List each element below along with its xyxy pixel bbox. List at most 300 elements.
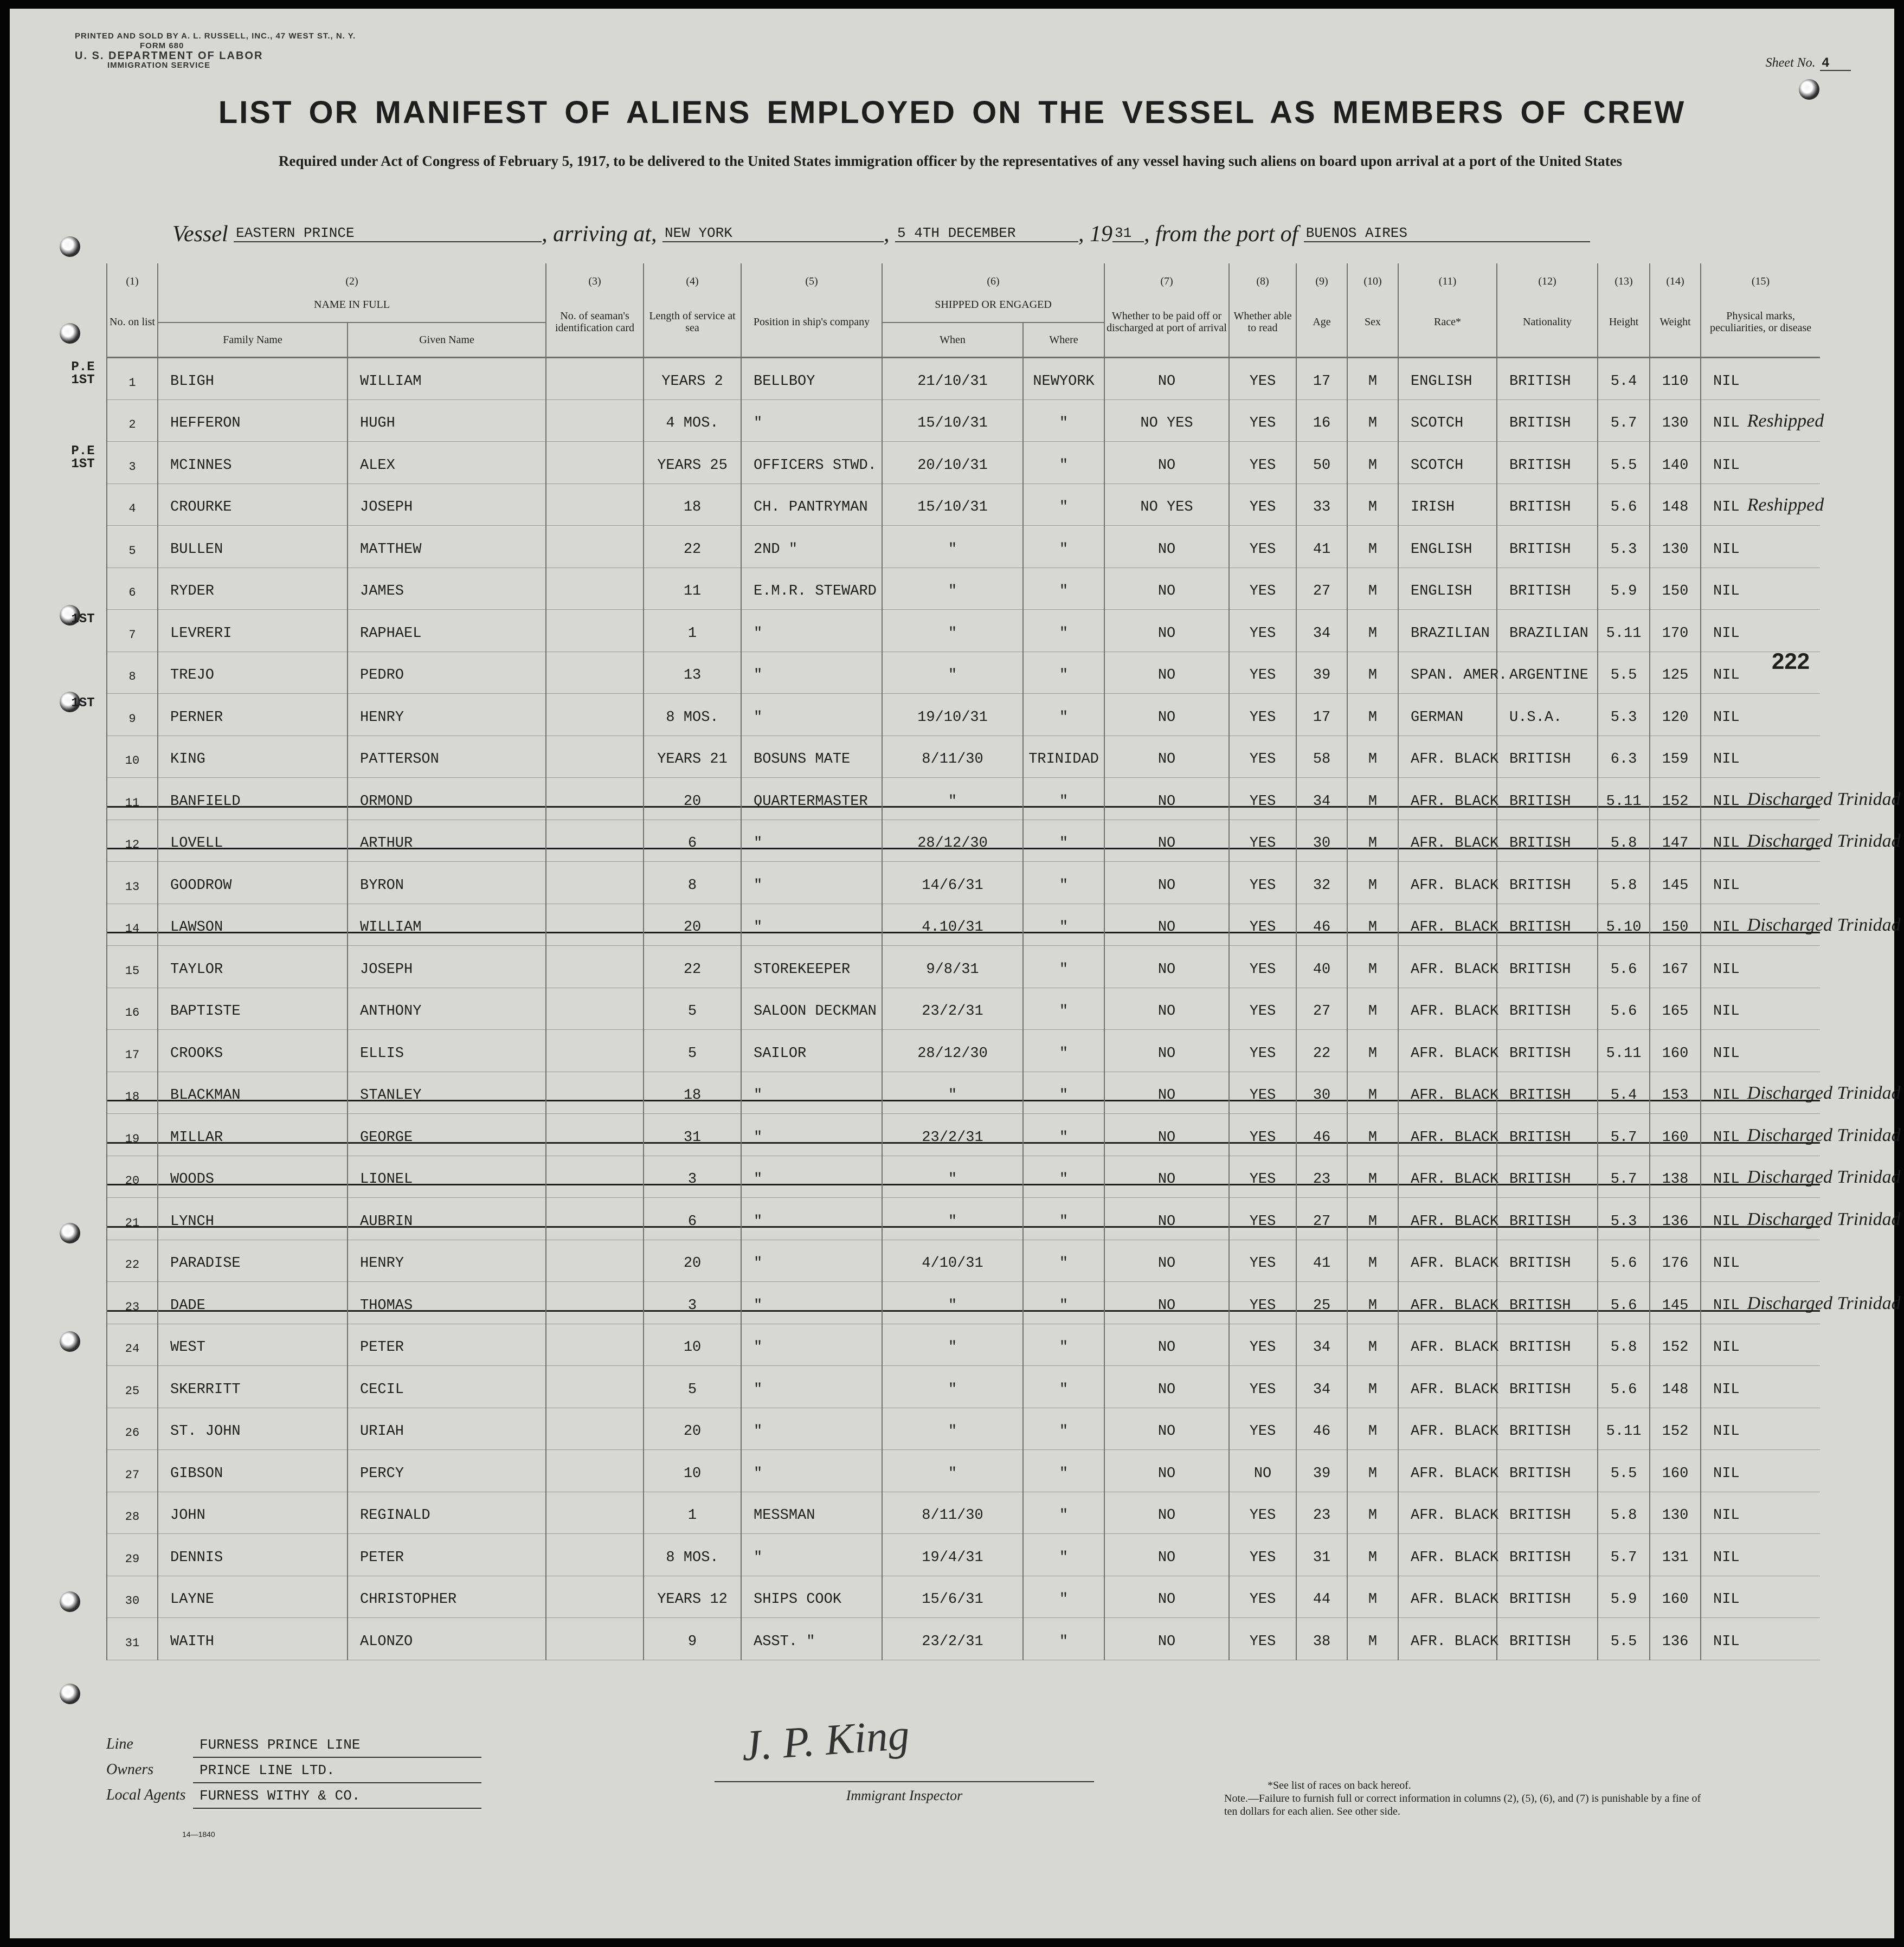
id-card-check [546,1114,644,1156]
height: 5.11 [1598,610,1650,652]
department: U. S. DEPARTMENT OF LABOR [75,50,263,62]
paid-off: NO [1104,862,1229,904]
age: 32 [1296,862,1347,904]
paid-off: NO [1104,1072,1229,1114]
marks-value: NIL [1713,919,1740,936]
shipped-where: " [1023,526,1104,568]
row-number: 25 [107,1366,158,1408]
paid-off: NO [1104,652,1229,694]
agents-value: FURNESS WITHY & CO. [193,1784,481,1809]
weight: 120 [1650,694,1701,736]
id-card-check [546,1576,644,1618]
position: " [741,399,882,442]
age: 30 [1296,1072,1347,1114]
given-name: PETER [348,1324,546,1366]
crew-row [107,1408,1820,1450]
race: AFR. BLACK [1398,904,1497,946]
family-name: PARADISE [158,1240,348,1282]
shipped-where: NEWYORK [1023,358,1104,400]
position: STOREKEEPER [741,946,882,988]
position: OFFICERS STWD. [741,442,882,484]
race: AFR. BLACK [1398,1240,1497,1282]
given-name: AUBRIN [348,1198,546,1240]
nationality: BRITISH [1497,399,1598,442]
paid-off: NO YES [1104,483,1229,526]
marks-value: NIL [1713,1087,1740,1104]
form-code: 14—1840 [182,1830,215,1839]
row-number: 11 [107,778,158,820]
marks-value: NIL [1713,1129,1740,1146]
handwritten-note: Discharged Trinidad [1747,1167,1901,1187]
length-of-service: 20 [644,1408,741,1450]
length-of-service: 13 [644,652,741,694]
given-name: GEORGE [348,1114,546,1156]
handwritten-note: Discharged Trinidad [1747,831,1901,851]
family-name: BULLEN [158,526,348,568]
age: 33 [1296,483,1347,526]
marks-value: NIL [1713,373,1740,390]
id-card-check [546,483,644,526]
header-nationality: Nationality [1497,287,1598,358]
shipped-when: " [882,1198,1023,1240]
margin-annotation: 1ST [71,612,95,627]
length-of-service: 18 [644,483,741,526]
physical-marks [1701,526,1820,568]
age: 17 [1296,694,1347,736]
race: AFR. BLACK [1398,946,1497,988]
nationality: BRITISH [1497,483,1598,526]
able-to-read: NO [1229,1450,1296,1492]
height: 5.7 [1598,399,1650,442]
sex: M [1347,1366,1398,1408]
age: 23 [1296,1492,1347,1534]
arrival-date: 5 4TH DECEMBER [895,225,1078,242]
length-of-service: 3 [644,1282,741,1324]
length-of-service: 5 [644,1366,741,1408]
marks-value: NIL [1713,667,1740,684]
weight: 152 [1650,1408,1701,1450]
inspector-label: Immigrant Inspector [715,1781,1094,1804]
sheet-number-field [1766,55,1851,70]
marks-value: NIL [1713,499,1740,515]
position: " [741,1450,882,1492]
shipped-when: 23/2/31 [882,1114,1023,1156]
paid-off: NO [1104,946,1229,988]
weight: 138 [1650,1156,1701,1198]
able-to-read: YES [1229,946,1296,988]
weight: 147 [1650,820,1701,862]
family-name: LAWSON [158,904,348,946]
id-card-check [546,1408,644,1450]
marks-value: NIL [1713,1255,1740,1272]
family-name: LYNCH [158,1198,348,1240]
crew-row [107,526,1820,568]
height: 5.6 [1598,988,1650,1030]
header-sex: Sex [1347,287,1398,358]
given-name: HUGH [348,399,546,442]
col-num-11: (11) [1398,263,1497,287]
height: 5.3 [1598,1198,1650,1240]
weight: 160 [1650,1576,1701,1618]
punch-hole [60,323,80,344]
physical-marks [1701,1030,1820,1072]
nationality: BRITISH [1497,988,1598,1030]
col-num-13: (13) [1598,263,1650,287]
sex: M [1347,483,1398,526]
id-card-check [546,1324,644,1366]
physical-marks [1701,820,1901,862]
id-card-check [546,820,644,862]
nationality: BRITISH [1497,1198,1598,1240]
physical-marks [1701,399,1824,442]
shipped-where: " [1023,652,1104,694]
shipped-when: " [882,778,1023,820]
id-card-check [546,904,644,946]
shipped-where: " [1023,399,1104,442]
col-num-1: (1) [107,263,158,287]
weight: 125 [1650,652,1701,694]
shipped-where: " [1023,610,1104,652]
header-when: When [882,323,1023,358]
weight: 130 [1650,1492,1701,1534]
nationality: BRITISH [1497,1072,1598,1114]
able-to-read: YES [1229,442,1296,484]
shipped-where: " [1023,1240,1104,1282]
shipped-when: 21/10/31 [882,358,1023,400]
physical-marks [1701,1240,1820,1282]
physical-marks [1701,1618,1820,1660]
owners-value: PRINCE LINE LTD. [193,1758,481,1783]
crew-row [107,778,1820,820]
row-number: 5 [107,526,158,568]
physical-marks [1701,1156,1901,1198]
vessel-label: Vessel [172,222,228,247]
shipped-when: 14/6/31 [882,862,1023,904]
nationality: BRITISH [1497,1030,1598,1072]
given-name: URIAH [348,1408,546,1450]
family-name: SKERRITT [158,1366,348,1408]
vessel-name: EASTERN PRINCE [234,225,542,242]
shipped-when: " [882,1408,1023,1450]
paid-off: NO [1104,568,1229,610]
race: BRAZILIAN [1398,610,1497,652]
from-port: BUENOS AIRES [1304,225,1590,242]
crew-row [107,1198,1820,1240]
family-name: LOVELL [158,820,348,862]
marks-value: NIL [1713,793,1740,810]
shipped-when: 20/10/31 [882,442,1023,484]
weight: 148 [1650,1366,1701,1408]
row-number: 3 [107,442,158,484]
inspector-signature: J. P. King [740,1711,911,1770]
nationality: BRITISH [1497,1576,1598,1618]
header-id-card: No. of seaman's identification card [546,287,644,358]
id-card-check [546,652,644,694]
arrival-year: 31 [1112,225,1144,242]
age: 50 [1296,442,1347,484]
header-race: Race* [1398,287,1497,358]
crew-row [107,568,1820,610]
col-num-10: (10) [1347,263,1398,287]
punch-hole [60,1331,80,1352]
position: " [741,1282,882,1324]
given-name: ELLIS [348,1030,546,1072]
arriving-label: , arriving at, [542,222,657,247]
position: " [741,862,882,904]
punch-hole [60,1591,80,1612]
length-of-service: 20 [644,904,741,946]
shipped-when: 23/2/31 [882,988,1023,1030]
position: BOSUNS MATE [741,736,882,778]
family-name: WEST [158,1324,348,1366]
weight: 152 [1650,778,1701,820]
marks-value: NIL [1713,583,1740,599]
crew-row [107,652,1820,694]
position: MESSMAN [741,1492,882,1534]
physical-marks [1701,1072,1901,1114]
row-number: 13 [107,862,158,904]
id-card-check [546,1534,644,1576]
physical-marks [1701,1450,1820,1492]
given-name: CHRISTOPHER [348,1576,546,1618]
age: 39 [1296,1450,1347,1492]
family-name: BANFIELD [158,778,348,820]
shipped-when: 15/10/31 [882,399,1023,442]
family-name: HEFFERON [158,399,348,442]
family-name: JOHN [158,1492,348,1534]
race: AFR. BLACK [1398,778,1497,820]
shipped-where: " [1023,1618,1104,1660]
id-card-check [546,1156,644,1198]
weight: 165 [1650,988,1701,1030]
sex: M [1347,1576,1398,1618]
marks-value: NIL [1713,1381,1740,1398]
height: 5.9 [1598,1576,1650,1618]
id-card-check [546,1450,644,1492]
row-number: 26 [107,1408,158,1450]
shipped-when: 8/11/30 [882,1492,1023,1534]
marks-value: NIL [1713,961,1740,978]
length-of-service: 20 [644,778,741,820]
manifest-sheet [10,9,1901,1938]
paid-off: NO [1104,1576,1229,1618]
given-name: THOMAS [348,1282,546,1324]
able-to-read: YES [1229,862,1296,904]
weight: 131 [1650,1534,1701,1576]
crew-row [107,1366,1820,1408]
nationality: BRITISH [1497,1324,1598,1366]
position: SALOON DECKMAN [741,988,882,1030]
sex: M [1347,1072,1398,1114]
length-of-service: 1 [644,1492,741,1534]
race: AFR. BLACK [1398,1198,1497,1240]
row-number: 23 [107,1282,158,1324]
able-to-read: YES [1229,1324,1296,1366]
family-name: BAPTISTE [158,988,348,1030]
length-of-service: 5 [644,1030,741,1072]
shipped-where: " [1023,1576,1104,1618]
family-name: TREJO [158,652,348,694]
able-to-read: YES [1229,904,1296,946]
marks-value: NIL [1713,1003,1740,1020]
physical-marks [1701,904,1901,946]
marks-value: NIL [1713,541,1740,558]
header-height: Height [1598,287,1650,358]
race: AFR. BLACK [1398,1492,1497,1534]
nationality: BRAZILIAN [1497,610,1598,652]
col-num-4: (4) [644,263,741,287]
sex: M [1347,1030,1398,1072]
sex: M [1347,568,1398,610]
physical-marks [1701,946,1820,988]
physical-marks [1701,1408,1820,1450]
able-to-read: YES [1229,1114,1296,1156]
family-name: WAITH [158,1618,348,1660]
physical-marks [1701,1492,1820,1534]
nationality: BRITISH [1497,1450,1598,1492]
length-of-service: 22 [644,946,741,988]
shipped-where: " [1023,778,1104,820]
nationality: BRITISH [1497,1492,1598,1534]
family-name: GIBSON [158,1450,348,1492]
shipped-where: " [1023,946,1104,988]
id-card-check [546,1618,644,1660]
given-name: JAMES [348,568,546,610]
shipped-when: 4/10/31 [882,1240,1023,1282]
sex: M [1347,1534,1398,1576]
physical-marks [1701,1576,1820,1618]
nationality: BRITISH [1497,862,1598,904]
sex: M [1347,1198,1398,1240]
race: AFR. BLACK [1398,1576,1497,1618]
height: 5.8 [1598,820,1650,862]
sex: M [1347,1156,1398,1198]
marks-value: NIL [1713,1549,1740,1566]
marks-value: NIL [1713,751,1740,768]
nationality: BRITISH [1497,778,1598,820]
physical-marks [1701,568,1820,610]
height: 5.6 [1598,1282,1650,1324]
race: AFR. BLACK [1398,1366,1497,1408]
crew-row [107,862,1820,904]
paid-off: NO [1104,1240,1229,1282]
weight: 130 [1650,526,1701,568]
handwritten-note: Discharged Trinidad [1747,789,1901,809]
able-to-read: YES [1229,610,1296,652]
marks-value: NIL [1713,1297,1740,1314]
age: 27 [1296,1198,1347,1240]
age: 16 [1296,399,1347,442]
form-number: FORM 680 [140,41,184,50]
weight: 148 [1650,483,1701,526]
weight: 150 [1650,904,1701,946]
shipped-when: " [882,1366,1023,1408]
punch-hole [1799,79,1819,100]
height: 5.5 [1598,1450,1650,1492]
row-number: 27 [107,1450,158,1492]
age: 41 [1296,1240,1347,1282]
position: " [741,1198,882,1240]
handwritten-note: Discharged Trinidad [1747,1083,1901,1103]
arriving-port: NEW YORK [662,225,884,242]
position: E.M.R. STEWARD [741,568,882,610]
weight: 150 [1650,568,1701,610]
weight: 160 [1650,1114,1701,1156]
col-num-3: (3) [546,263,644,287]
race: AFR. BLACK [1398,820,1497,862]
shipped-where: " [1023,1114,1104,1156]
handwritten-note: Discharged Trinidad [1747,1293,1901,1313]
shipped-when: 4.10/31 [882,904,1023,946]
id-card-check [546,1072,644,1114]
nationality: U.S.A. [1497,694,1598,736]
position: " [741,610,882,652]
physical-marks [1701,1282,1901,1324]
able-to-read: YES [1229,358,1296,400]
family-name: LEVRERI [158,610,348,652]
given-name: CECIL [348,1366,546,1408]
footnote-races: *See list of races on back hereof. [1268,1780,1411,1791]
shipped-where: " [1023,988,1104,1030]
shipped-where: " [1023,1030,1104,1072]
handwritten-note: Discharged Trinidad [1747,915,1901,935]
marks-value: NIL [1713,1213,1740,1230]
race: AFR. BLACK [1398,1450,1497,1492]
height: 5.6 [1598,483,1650,526]
header-length-service: Length of service at sea [644,287,741,358]
race: AFR. BLACK [1398,1324,1497,1366]
printer-line: PRINTED AND SOLD BY A. L. RUSSELL, INC., 47 WEST ST., N. Y. [75,31,356,41]
physical-marks [1701,778,1901,820]
sex: M [1347,1450,1398,1492]
given-name: HENRY [348,1240,546,1282]
row-number: 1 [107,358,158,400]
punch-hole [60,1684,80,1704]
family-name: KING [158,736,348,778]
weight: 160 [1650,1450,1701,1492]
height: 5.8 [1598,1324,1650,1366]
family-name: WOODS [158,1156,348,1198]
weight: 136 [1650,1198,1701,1240]
handwritten-note: Reshipped [1747,495,1824,515]
height: 5.11 [1598,778,1650,820]
nationality: BRITISH [1497,946,1598,988]
shipped-where: TRINIDAD [1023,736,1104,778]
family-name: MCINNES [158,442,348,484]
id-card-check [546,1198,644,1240]
shipped-when: " [882,610,1023,652]
weight: 167 [1650,946,1701,988]
row-number: 19 [107,1114,158,1156]
weight: 153 [1650,1072,1701,1114]
length-of-service: 11 [644,568,741,610]
length-of-service: 20 [644,1240,741,1282]
agents-label: Local Agents [106,1787,186,1803]
age: 46 [1296,1408,1347,1450]
shipped-when: " [882,652,1023,694]
able-to-read: YES [1229,778,1296,820]
age: 34 [1296,1366,1347,1408]
shipped-when: 9/8/31 [882,946,1023,988]
column-numbers [107,263,1820,287]
page-title: LIST OR MANIFEST OF ALIENS EMPLOYED ON THE VESSEL AS MEMBERS OF CREW [218,95,1686,130]
id-card-check [546,946,644,988]
shipped-when: 15/6/31 [882,1576,1023,1618]
marks-value: NIL [1713,415,1740,431]
able-to-read: YES [1229,1366,1296,1408]
length-of-service: 6 [644,820,741,862]
length-of-service: 8 MOS. [644,1534,741,1576]
